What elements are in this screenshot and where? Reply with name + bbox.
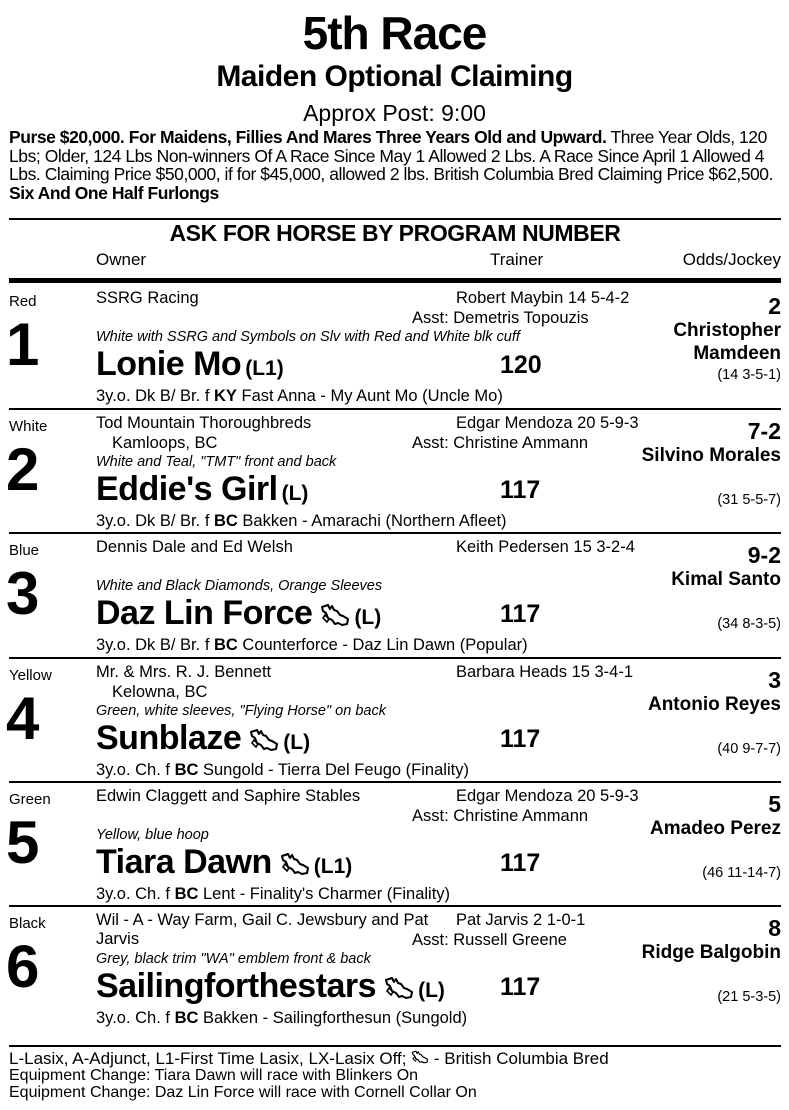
jockey-record: (14 3-5-1) xyxy=(717,367,781,383)
owner-location: Kelowna, BC xyxy=(112,683,208,701)
saddlecloth-color: Red xyxy=(9,293,37,310)
owner-name: Mr. & Mrs. R. J. Bennett xyxy=(96,663,272,681)
trainer-name: Pat Jarvis 2 1-0-1 xyxy=(456,911,586,929)
jockey-name: Kimal Santo xyxy=(671,569,781,590)
footer xyxy=(9,1050,609,1101)
program-number: 5 xyxy=(6,809,40,876)
jockey-record: (31 5-5-7) xyxy=(717,492,781,508)
jockey-record: (21 5-3-5) xyxy=(717,989,781,1005)
morning-line-odds: 5 xyxy=(768,791,781,817)
entry-row xyxy=(0,783,789,907)
state-bred: BC xyxy=(174,761,199,779)
horse-name: Lonie Mo xyxy=(96,345,242,383)
horse-name-line xyxy=(96,843,352,882)
header-divider xyxy=(9,278,781,283)
horse-name: Daz Lin Force xyxy=(96,594,313,632)
owner-location: Kamloops, BC xyxy=(112,434,218,452)
weight: 117 xyxy=(500,600,541,628)
saddlecloth-color: White xyxy=(9,418,48,435)
morning-line-odds: 2 xyxy=(768,293,781,319)
trainer-name: Barbara Heads 15 3-4-1 xyxy=(456,663,634,681)
weight: 117 xyxy=(500,849,541,877)
entry-row xyxy=(0,907,789,1031)
lasix-indicator: (L1) xyxy=(245,357,284,380)
assistant-trainer: Asst: Christine Ammann xyxy=(412,807,589,825)
weight: 120 xyxy=(500,351,542,379)
silks-description: White and Teal, "TMT" front and back xyxy=(96,454,337,470)
pedigree-description: 3y.o. Ch. f xyxy=(96,885,175,903)
pedigree xyxy=(96,512,507,531)
pedigree xyxy=(96,1009,467,1028)
saddlecloth-color: Black xyxy=(9,915,46,932)
weight: 117 xyxy=(500,476,541,504)
saddlecloth-color: Green xyxy=(9,791,51,808)
program-number: 2 xyxy=(6,436,40,503)
owner-name: Dennis Dale and Ed Welsh xyxy=(96,538,293,556)
lasix-indicator: (L) xyxy=(283,731,311,754)
breeding: Bakken - Sailingforthesun (Sungold) xyxy=(198,1009,468,1027)
horse-name: Eddie's Girl xyxy=(96,470,278,508)
state-bred: BC xyxy=(174,885,199,903)
morning-line-odds: 3 xyxy=(768,667,781,693)
post-time: Approx Post: 9:00 xyxy=(303,100,486,126)
silks-description: White and Black Diamonds, Orange Sleeves xyxy=(96,578,383,594)
morning-line-odds: 8 xyxy=(768,915,781,941)
trainer-name: Keith Pedersen 15 3-2-4 xyxy=(456,538,635,556)
owner-name: SSRG Racing xyxy=(96,289,199,307)
pedigree-description: 3y.o. Ch. f xyxy=(96,761,175,779)
weight: 117 xyxy=(500,973,541,1001)
legend-bc-text: - British Columbia Bred xyxy=(429,1049,609,1068)
jockey-name: Antonio Reyes xyxy=(647,694,781,715)
silks-description: Green, white sleeves, "Flying Horse" on back xyxy=(96,703,386,719)
equipment-change-2: Equipment Change: Daz Lin Force will race with Cornell Collar On xyxy=(9,1084,477,1101)
race-conditions xyxy=(9,128,789,202)
jockey-name: Christopher Mamdeen xyxy=(673,320,781,364)
state-bred: BC xyxy=(213,512,238,530)
pedigree xyxy=(96,387,503,406)
trainer-column-header: Trainer xyxy=(490,250,544,269)
legend-text: L-Lasix, A-Adjunct, L1-First Time Lasix, LX-Lasix Off; xyxy=(9,1049,412,1068)
equipment-change-1: Equipment Change: Tiara Dawn will race with Blinkers On xyxy=(9,1067,419,1084)
bc-map-icon xyxy=(384,976,414,1000)
horse-name: Sunblaze xyxy=(96,719,242,757)
jockey-name: Ridge Balgobin xyxy=(641,942,781,963)
weight: 117 xyxy=(500,725,541,753)
entry-row xyxy=(0,285,789,409)
pedigree xyxy=(96,885,450,904)
footer-divider xyxy=(9,1045,781,1047)
owner-name: Wil - A - Way Farm, Gail C. Jewsbury and Pat Jarvis xyxy=(96,911,429,948)
saddlecloth-color: Blue xyxy=(9,542,40,559)
bc-map-icon xyxy=(280,852,310,876)
lasix-indicator: (L) xyxy=(354,606,382,629)
entry-row xyxy=(0,659,789,783)
horse-name-line xyxy=(96,967,445,1006)
bc-map-icon xyxy=(320,603,350,627)
saddlecloth-color: Yellow xyxy=(9,667,52,684)
jockey-record: (40 9-7-7) xyxy=(717,741,781,757)
race-title: 5th Race xyxy=(302,7,487,59)
trainer-name: Edgar Mendoza 20 5-9-3 xyxy=(456,787,639,805)
pedigree-description: 3y.o. Dk B/ Br. f xyxy=(96,636,214,654)
program-number: 1 xyxy=(6,311,40,378)
trainer-name: Edgar Mendoza 20 5-9-3 xyxy=(456,414,639,432)
jockey-name: Silvino Morales xyxy=(641,445,781,466)
program-number: 6 xyxy=(6,933,40,1000)
jockey-record: (46 11-14-7) xyxy=(702,865,781,881)
ask-banner: ASK FOR HORSE BY PROGRAM NUMBER xyxy=(9,218,781,246)
horse-name: Sailingforthestars xyxy=(96,967,377,1005)
silks-description: Grey, black trim "WA" emblem front & back xyxy=(96,951,371,967)
breeding: Lent - Finality's Charmer (Finality) xyxy=(198,885,451,903)
breeding: Counterforce - Daz Lin Dawn (Popular) xyxy=(237,636,528,654)
bc-map-icon xyxy=(411,1050,429,1064)
pedigree xyxy=(96,636,528,655)
owner-name: Tod Mountain Thoroughbreds xyxy=(96,414,312,432)
lasix-indicator: (L) xyxy=(418,979,445,1002)
horse-name-line xyxy=(96,345,284,384)
horse-name-line xyxy=(96,719,310,758)
entry-row xyxy=(0,410,789,534)
state-bred: BC xyxy=(213,636,238,654)
pedigree-description: 3y.o. Dk B/ Br. f xyxy=(96,512,214,530)
odds-jockey-column-header: Odds/Jockey xyxy=(682,250,781,269)
pedigree-description: 3y.o. Dk B/ Br. f xyxy=(96,387,214,405)
race-subtitle: Maiden Optional Claiming xyxy=(216,60,573,93)
bc-map-icon xyxy=(249,728,279,752)
breeding: Sungold - Tierra Del Feugo (Finality) xyxy=(198,761,469,779)
assistant-trainer: Asst: Christine Ammann xyxy=(412,434,589,452)
horse-name-line xyxy=(96,470,308,509)
conditions-lead: Purse $20,000. For Maidens, Fillies And Mares Three Years Old and Upward. xyxy=(9,127,607,147)
morning-line-odds: 9-2 xyxy=(747,542,781,568)
silks-description: White with SSRG and Symbols on Slv with Red and White blk cuff xyxy=(96,329,520,345)
program-number: 3 xyxy=(6,560,40,627)
assistant-trainer: Asst: Russell Greene xyxy=(412,931,567,949)
jockey-name: Amadeo Perez xyxy=(650,818,781,839)
lasix-indicator: (L1) xyxy=(313,855,353,878)
state-bred: BC xyxy=(174,1009,199,1027)
program-number: 4 xyxy=(6,685,40,752)
entry-row xyxy=(0,534,789,658)
silks-description: Yellow, blue hoop xyxy=(96,827,209,843)
state-bred: KY xyxy=(213,387,237,405)
lasix-indicator: (L) xyxy=(281,482,309,505)
breeding: Fast Anna - My Aunt Mo (Uncle Mo) xyxy=(236,387,503,405)
conditions-distance: Six And One Half Furlongs xyxy=(9,182,219,203)
pedigree xyxy=(96,761,469,780)
trainer-name: Robert Maybin 14 5-4-2 xyxy=(456,289,630,307)
owner-name: Edwin Claggett and Saphire Stables xyxy=(96,787,361,805)
pedigree-description: 3y.o. Ch. f xyxy=(96,1009,175,1027)
horse-name-line xyxy=(96,594,381,633)
legend-line xyxy=(9,1050,609,1067)
conditions-body: Three Year Olds, 120 Lbs; Older, 124 Lbs Non-winners Of A Race Since May 1 Allowed 2 Lbs. A Race Since April 1 Allowed 4 Lbs. Claiming Price $50,000, if for $45,000, allowed 2 lbs. British Columbia Bred Claiming Price $62,500. xyxy=(9,127,774,184)
morning-line-odds: 7-2 xyxy=(747,418,781,444)
horse-name: Tiara Dawn xyxy=(96,843,272,881)
breeding: Bakken - Amarachi (Northern Afleet) xyxy=(237,512,507,530)
owner-column-header: Owner xyxy=(96,250,147,269)
jockey-record: (34 8-3-5) xyxy=(717,616,781,632)
assistant-trainer: Asst: Demetris Topouzis xyxy=(412,309,589,327)
